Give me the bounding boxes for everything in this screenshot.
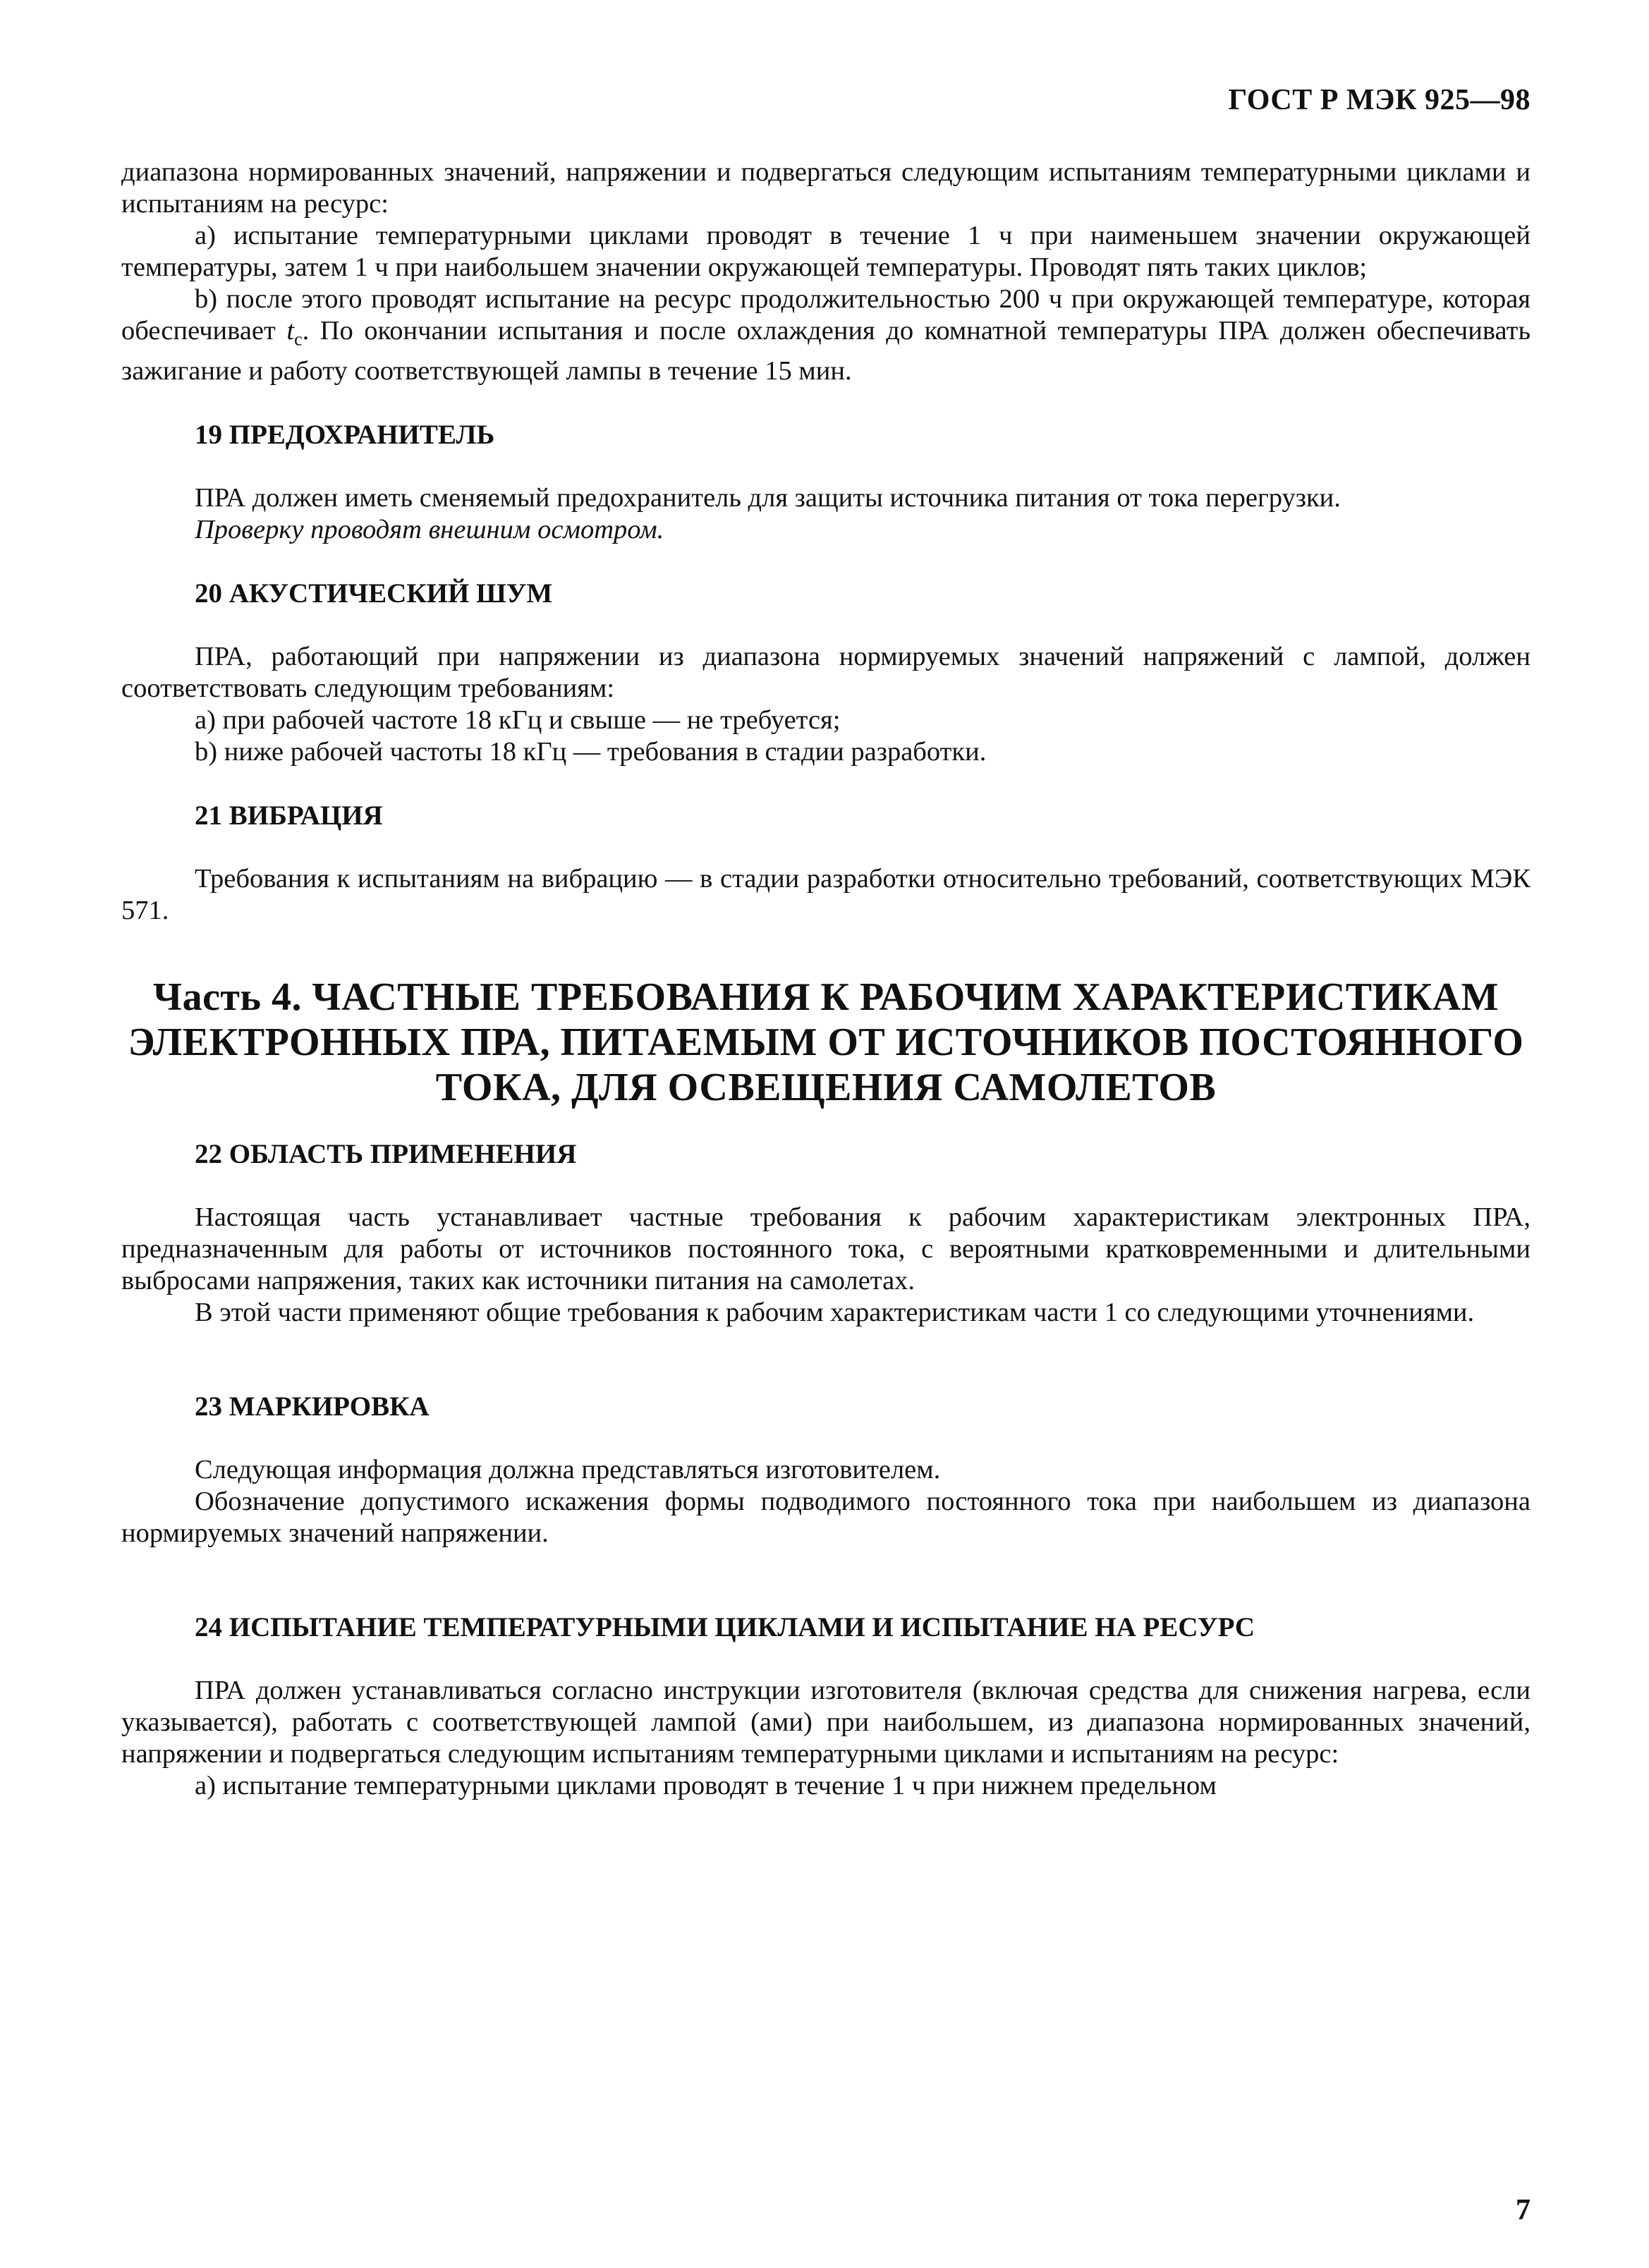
part-4-heading-line-1: Часть 4. ЧАСТНЫЕ ТРЕБОВАНИЯ К РАБОЧИМ ХАРАКТЕРИСТИКАМ bbox=[152, 975, 1499, 1019]
section-20-title: 20 АКУСТИЧЕСКИЙ ШУМ bbox=[195, 578, 553, 609]
section-23-paragraph-1: Следующая информация должна представляться изготовителем. bbox=[195, 1454, 941, 1484]
section-21-title: 21 ВИБРАЦИЯ bbox=[195, 800, 383, 831]
section-24-title: 24 ИСПЫТАНИЕ ТЕМПЕРАТУРНЫМИ ЦИКЛАМИ И ИСПЫТАНИЕ НА РЕСУРС bbox=[195, 1611, 1255, 1642]
section-19-check-note: Проверку проводят внешним осмотром. bbox=[195, 514, 664, 544]
section-23-title: 23 МАРКИРОВКА bbox=[195, 1391, 430, 1422]
part-4-heading bbox=[121, 975, 1531, 1110]
section-20-item-a: a) при рабочей частоте 18 кГц и свыше — не требуется; bbox=[195, 705, 841, 735]
section-19-paragraph: ПРА должен иметь сменяемый предохранитель для защиты источника питания от тока перегрузки. bbox=[195, 482, 1341, 513]
section-22-paragraph-2: В этой части применяют общие требования к рабочим характеристикам части 1 со следующими уточнениями. bbox=[195, 1297, 1475, 1327]
section-22-title: 22 ОБЛАСТЬ ПРИМЕНЕНИЯ bbox=[195, 1138, 577, 1169]
part-4-heading-line-3: ТОКА, ДЛЯ ОСВЕЩЕНИЯ САМОЛЕТОВ bbox=[435, 1065, 1217, 1109]
section-22-paragraph-1: Настоящая часть устанавливает частные требования к рабочим характеристикам электронных ПРА, предназначенным для работы от источников постоянного тока, с вероятными кратковременными и длительными выбросами напряжения, таких как источники питания на самолетах. bbox=[121, 1202, 1531, 1295]
section-21-paragraph: Требования к испытаниям на вибрацию — в стадии разработки относительно требований, соответствующих МЭК 571. bbox=[121, 863, 1531, 925]
intro-item-a: a) испытание температурными циклами проводят в течение 1 ч при наименьшем значении окружающей температуры, затем 1 ч при наибольшем значении окружающей температуры. Проводят пять таких циклов; bbox=[121, 221, 1531, 282]
section-19-title: 19 ПРЕДОХРАНИТЕЛЬ bbox=[195, 419, 495, 450]
intro-item-b-text-end: . По окончании испытания и после охлаждения до комнатной температуры ПРА должен обеспечивать зажигание и работу соответствующей лампы в течение 15 мин. bbox=[121, 316, 1531, 386]
intro-item-b-variable: t bbox=[286, 316, 295, 346]
section-20-item-b: b) ниже рабочей частоты 18 кГц — требования в стадии разработки. bbox=[195, 736, 987, 767]
part-4-heading-line-2: ЭЛЕКТРОННЫХ ПРА, ПИТАЕМЫМ ОТ ИСТОЧНИКОВ ПОСТОЯННОГО bbox=[128, 1020, 1524, 1064]
page-number: 7 bbox=[1516, 2194, 1531, 2226]
intro-item-b-subscript: c bbox=[294, 329, 303, 350]
standard-code-header: ГОСТ Р МЭК 925—98 bbox=[1228, 84, 1531, 116]
document-body bbox=[121, 157, 1531, 1802]
intro-paragraph: диапазона нормированных значений, напряжении и подвергаться следующим испытаниям температурными циклами и испытаниям на ресурс: bbox=[121, 157, 1531, 219]
section-24-paragraph: ПРА должен устанавливаться согласно инструкции изготовителя (включая средства для снижения нагрева, если указывается), работать с соответствующей лампой (ами) при наибольшем, из диапазона нормированных значений, напряжении и подвергаться следующим испытаниям температурными циклами и испытаниям на ресурс: bbox=[121, 1675, 1531, 1769]
section-24-item-a: a) испытание температурными циклами проводят в течение 1 ч при нижнем предельном bbox=[195, 1770, 1217, 1800]
intro-item-b bbox=[121, 284, 1531, 387]
section-20-paragraph: ПРА, работающий при напряжении из диапазона нормируемых значений напряжений с лампой, должен соответствовать следующим требованиям: bbox=[121, 641, 1531, 703]
intro-item-b-text-start: b) после этого проводят испытание на ресурс продолжительностью 200 ч при окружающей температуре, которая обеспечивает bbox=[121, 284, 1531, 346]
section-23-paragraph-2: Обозначение допустимого искажения формы подводимого постоянного тока при наибольшем из диапазона нормируемых значений напряжении. bbox=[121, 1486, 1531, 1548]
